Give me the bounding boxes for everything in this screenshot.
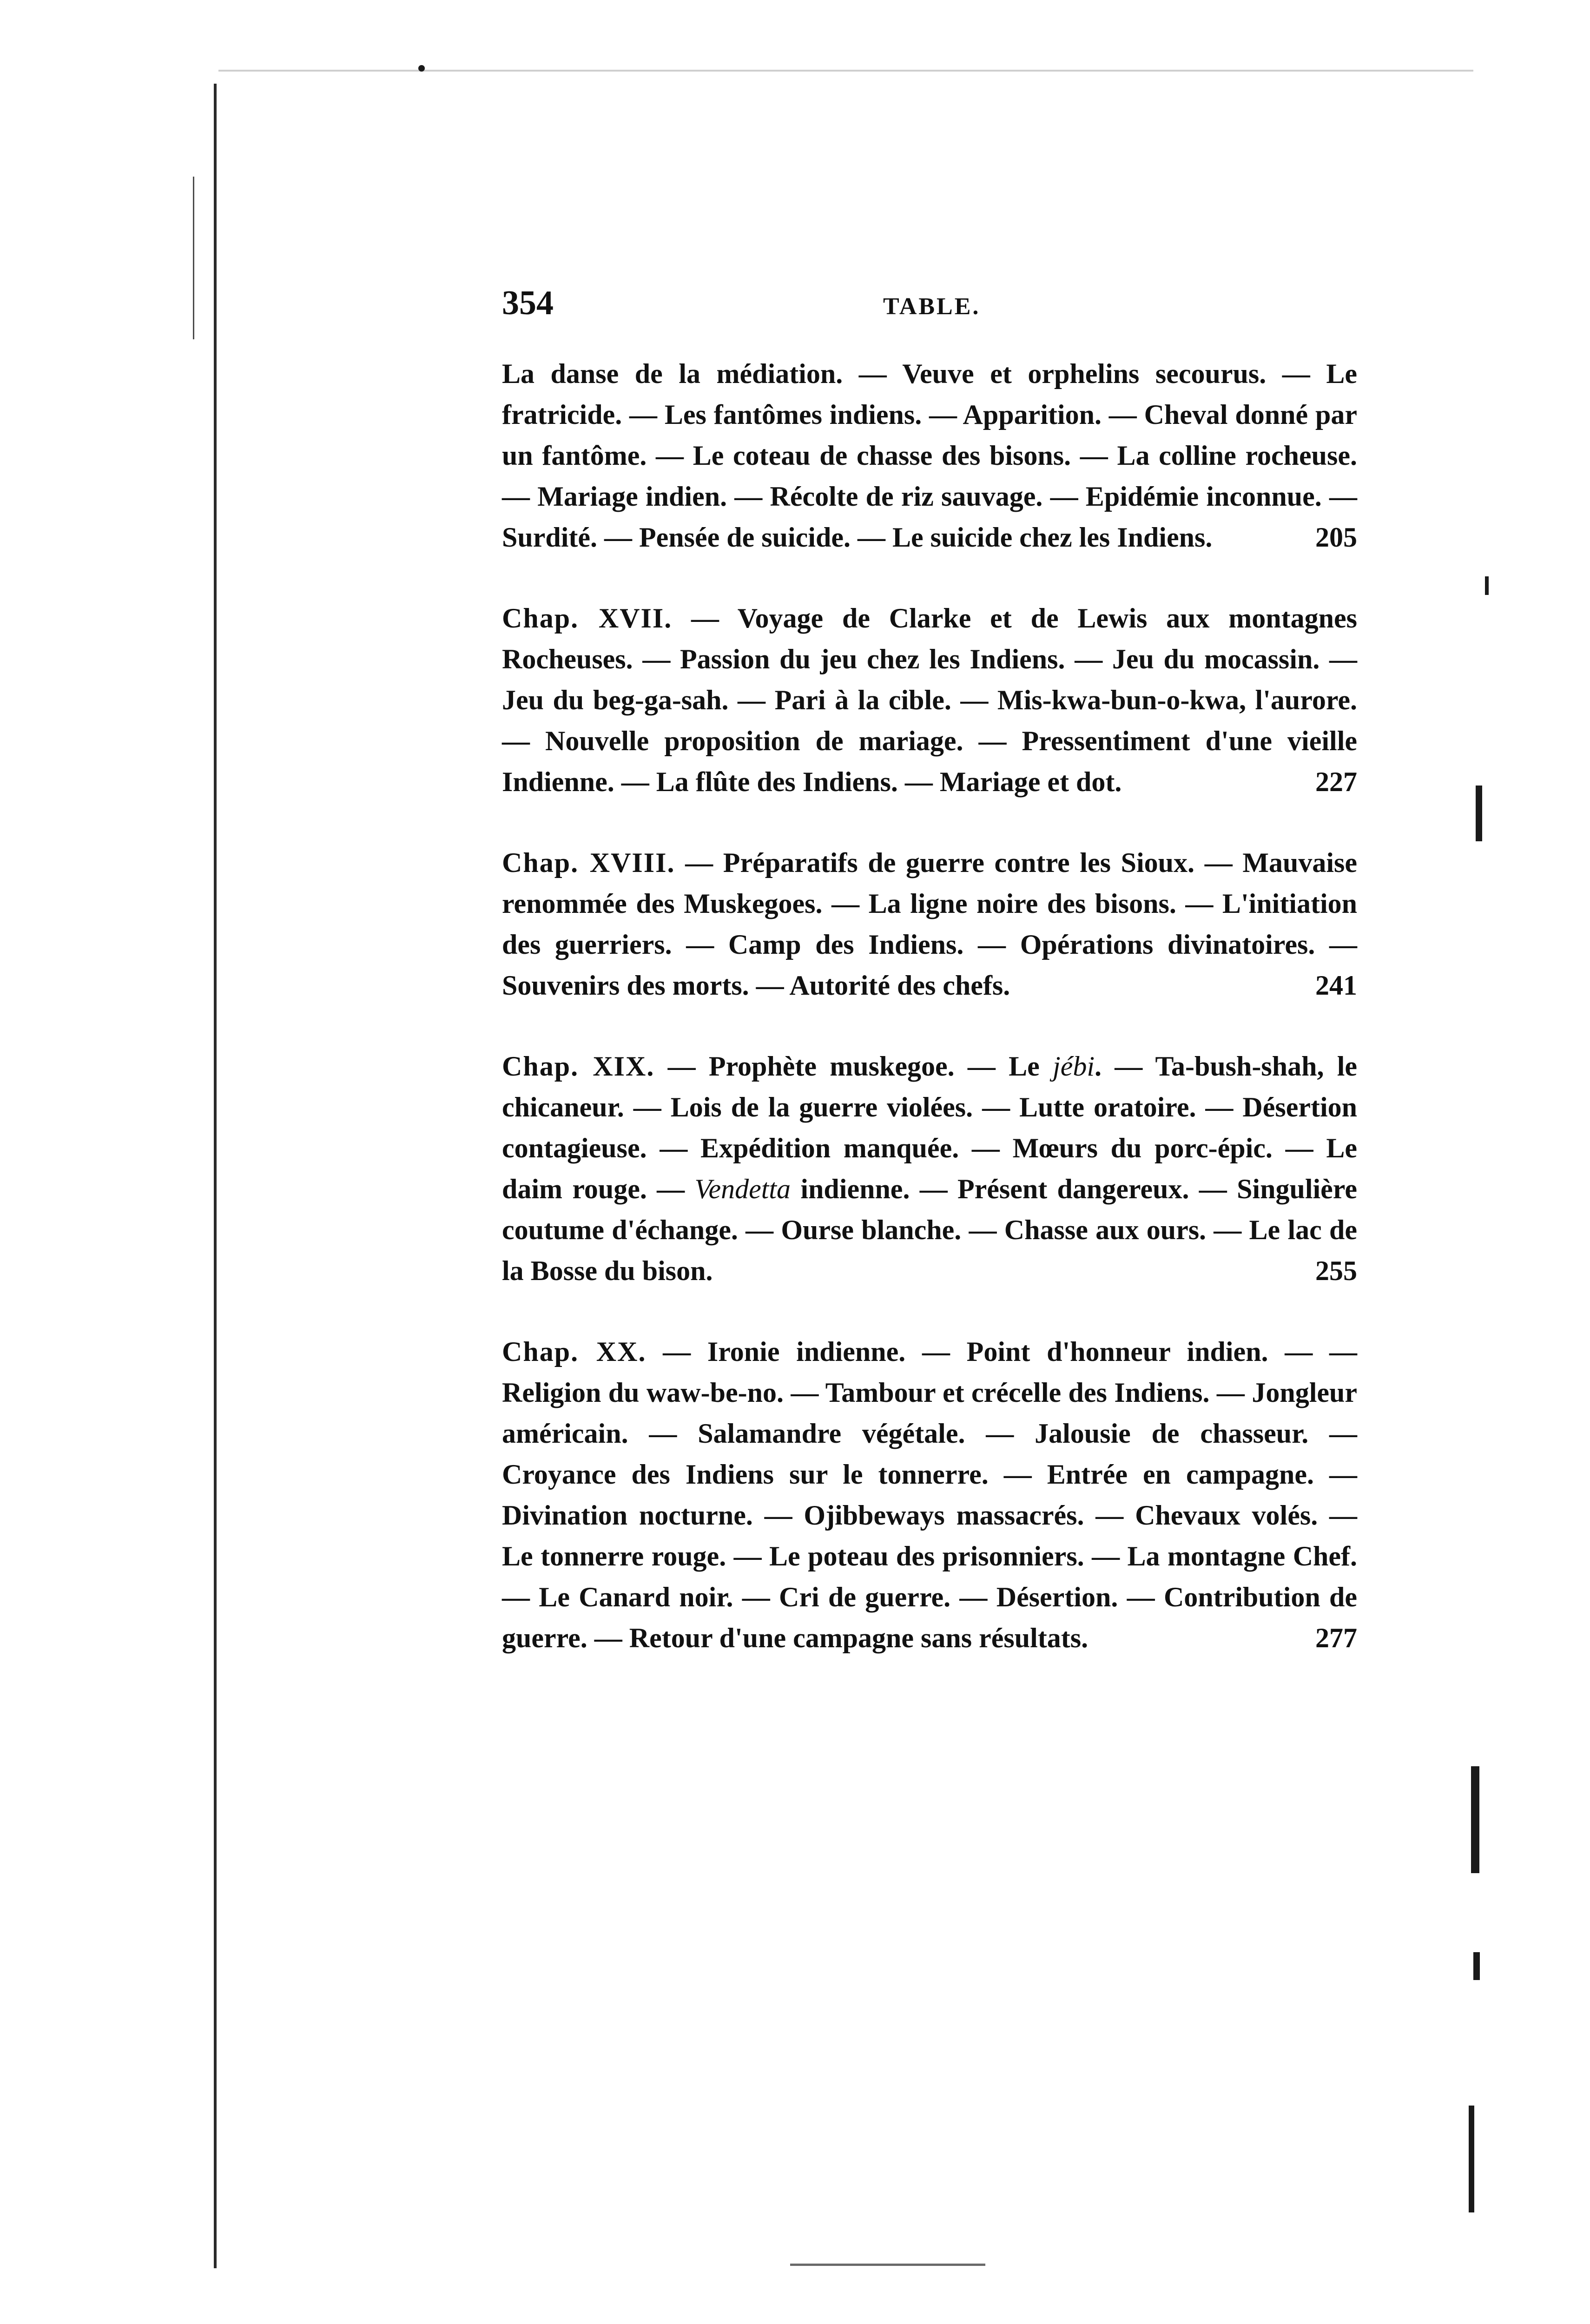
scan-speck [1476,786,1482,841]
page-edge-left [214,84,217,2268]
page-number: 354 [502,284,554,322]
entry-text: — Préparatifs de guerre contre les Sioux. — Mauvaise renommée des Muskegoes. — La ligne noire des bisons. — L'initiation des guerriers. — Camp des Indiens. — Opérations divinatoires. — Souvenirs des morts. — Autorité des chefs. [502,847,1358,1001]
scan-speck [1471,1766,1479,1873]
scan-speck [418,65,425,72]
entry-text-italic: Vendetta [694,1174,791,1204]
scan-speck [1485,576,1489,595]
chapter-label: Chap. XX. [502,1336,647,1367]
toc-entry [502,1046,1357,1291]
page-edge-bottom [790,2264,985,2266]
entry-text-part: indienne. — Présent dangereux. — Singulière coutume d'échange. — Ourse blanche. — Chasse aux ours. — Le lac de la Bosse du bison. [502,1174,1357,1286]
entry-text [502,1051,1357,1286]
toc-entry [502,1331,1357,1658]
scan-speck [1469,2106,1474,2212]
entry-page-number: 241 [1315,970,1357,1001]
entry-text-part: . — Ta-bush-shah, le chicaneur. — Lois de la guerre violées. — Lutte oratoire. — Désertion contagieuse. — Expédition manquée. — Mœurs du porc-épic. — Le daim rouge. — [502,1051,1358,1204]
running-title: TABLE. [883,293,981,320]
entry-page-number: 255 [1315,1255,1357,1286]
page-edge-top [218,70,1473,72]
toc-entry [502,598,1357,802]
entry-text: La danse de la médiation. — Veuve et orphelins secourus. — Le fratricide. — Les fantômes indiens. — Apparition. — Cheval donné par un fantôme. — Le coteau de chasse des bisons. — La colline rocheuse. — Mariage indien. — Récolte de riz sauvage. — Epidémie inconnue. — Surdité. — Pensée de suicide. — Le suicide chez les Indiens. [502,358,1357,553]
chapter-label: Chap. XVIII. [502,847,675,878]
table-of-contents [502,353,1357,1698]
entry-text-italic: jébi [1053,1051,1095,1082]
entry-page-number: 277 [1315,1623,1357,1653]
entry-text: — Voyage de Clarke et de Lewis aux montagnes Rocheuses. — Passion du jeu chez les Indiens. — Jeu du mocassin. — Jeu du beg-ga-sah. — Pari à la cible. — Mis-kwa-bun-o-kwa, l'aurore. — Nouvelle proposition de mariage. — Pressentiment d'une vieille Indienne. — La flûte des Indiens. — Mariage et dot. [502,603,1357,797]
chapter-label: Chap. XIX. [502,1051,655,1082]
page-edge-left-faint [193,177,194,339]
entry-page-number: 227 [1315,766,1357,797]
entry-text-part: — Prophète muskegoe. — Le [667,1051,1040,1082]
entry-text: — Ironie indienne. — Point d'honneur indien. — — Religion du waw-be-no. — Tambour et crécelle des Indiens. — Jongleur américain. — Salamandre végétale. — Jalousie de chasseur. — Croyance des Indiens sur le tonnerre. — Entrée en campagne. — Divination nocturne. — Ojibbeways massacrés. — Chevaux volés. — Le tonnerre rouge. — Le poteau des prisonniers. — La montagne Chef. — Le Canard noir. — Cri de guerre. — Désertion. — Contribution de guerre. — Retour d'une campagne sans résultats. [502,1336,1357,1653]
toc-entry [502,842,1357,1006]
chapter-label: Chap. XVII. [502,603,673,634]
scan-speck [1473,1952,1480,1980]
page-header [502,284,1362,325]
entry-page-number: 205 [1315,522,1357,553]
toc-entry [502,353,1357,558]
